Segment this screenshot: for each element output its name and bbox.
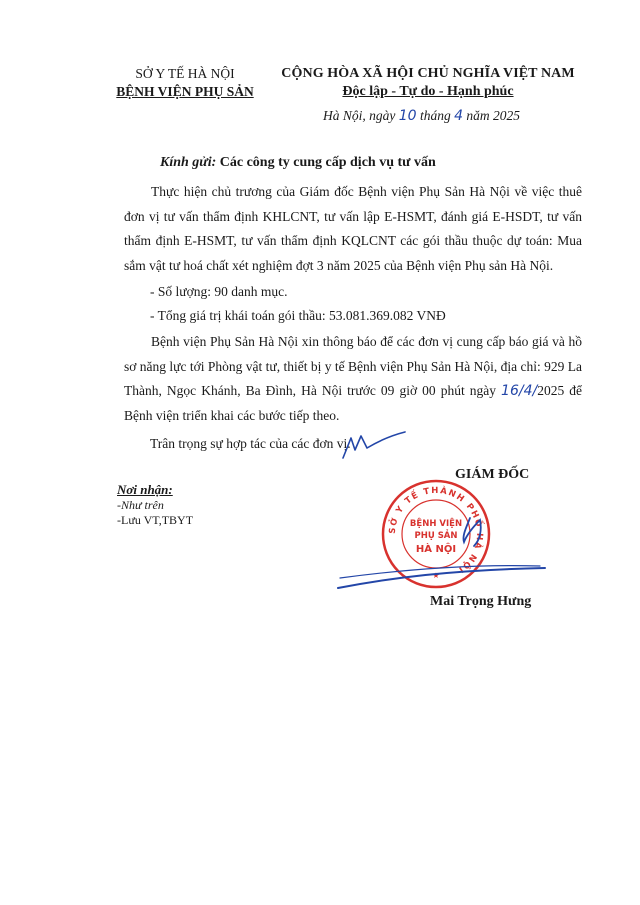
initials-signature: [337, 428, 407, 464]
bullet-quantity: - Số lượng: 90 danh mục.: [150, 284, 288, 299]
paragraph-1-text: Thực hiện chủ trương của Giám đốc Bệnh viện Phụ Sản Hà Nội về việc thuê đơn vị tư vấn thẩm định KHLCNT, tư vấn lập E-HSMT, đánh giá E-HSDT, tư vấn thẩm định E-HSMT, tư vấn thẩm định KQLCNT các gói thầu thuộc dự toán: Mua sắm vật tư hoá chất xét nghiệm đợt 3 năm 2025 của Bệnh viện Phụ sản Hà Nội.: [124, 184, 582, 273]
date-day-handwritten: 10: [398, 108, 417, 124]
issuer-header: [100, 66, 270, 100]
svg-text:★: ★: [432, 571, 440, 580]
national-motto: Độc lập - Tự do - Hạnh phúc: [342, 84, 514, 99]
bullet-total-value: - Tổng giá trị khái toán gói thầu: 53.081.369.082 VNĐ: [150, 308, 446, 323]
stamp-center-line-3: HÀ NỘI: [415, 544, 457, 555]
signer-name: Mai Trọng Hưng: [430, 594, 532, 609]
deadline-date-handwritten: 16/4/: [501, 383, 538, 399]
date-month-handwritten: 4: [454, 108, 464, 124]
recipients-title: Nơi nhận:: [117, 482, 173, 497]
national-title: CỘNG HÒA XÃ HỘI CHỦ NGHĨA VIỆT NAM: [281, 66, 575, 81]
stamp-center-line-1: BỆNH VIỆN: [409, 519, 463, 529]
signer-title: GIÁM ĐỐC: [455, 467, 530, 482]
date-prefix: Hà Nội, ngày: [323, 108, 399, 123]
recipients-block: [117, 482, 193, 528]
document-date: [323, 108, 520, 124]
recipient-line: [160, 155, 560, 171]
national-header: [268, 66, 588, 100]
date-mid: tháng: [416, 108, 455, 123]
stamp-ring-text: SỞ Y TẾ THÀNH PHỐ HÀ NỘI: [387, 485, 485, 575]
director-signature: [330, 470, 550, 600]
body-paragraph-2: [124, 330, 582, 428]
recipients-line-2: -Lưu VT,TBYT: [117, 513, 194, 527]
paragraph-2-text-b: 2025 để Bệnh viện triển khai các bước tiếp theo.: [124, 383, 582, 423]
recipient-value: Các công ty cung cấp dịch vụ tư vấn: [216, 155, 436, 170]
stamp-center-line-2: PHỤ SẢN: [414, 531, 458, 541]
date-suffix: năm 2025: [463, 108, 521, 123]
paragraph-2-text-a: Bệnh viện Phụ Sản Hà Nội xin thông báo để các đơn vị cung cấp báo giá và hồ sơ năng lực tới Phòng vật tư, thiết bị y tế Bệnh viện Phụ Sản Hà Nội, địa chỉ: 929 La Thành, Ngọc Khánh, Ba Đình, Hà Nội trước 09 giờ 00 phút ngày: [124, 334, 582, 398]
closing-thanks: Trân trọng sự hợp tác của các đơn vị.: [150, 436, 351, 451]
recipients-line-1: -Như trên: [117, 498, 164, 512]
body-paragraph-1: [124, 180, 582, 278]
issuer-department: SỞ Y TẾ HÀ NỘI: [135, 66, 235, 81]
recipient-label: Kính gửi:: [160, 155, 217, 170]
issuer-hospital: BỆNH VIỆN PHỤ SẢN: [116, 84, 254, 99]
